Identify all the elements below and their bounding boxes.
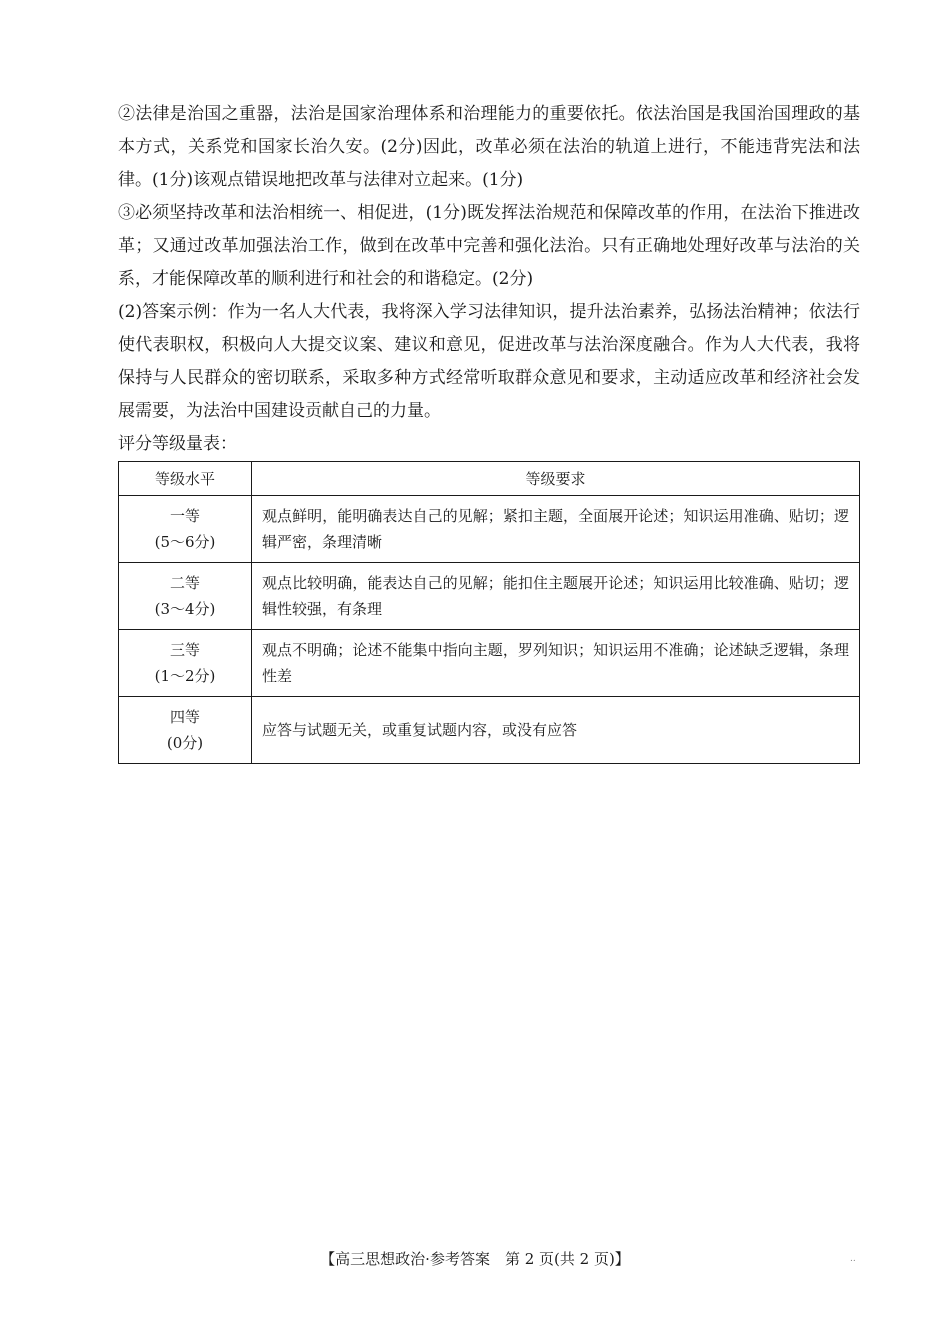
level-cell	[119, 697, 252, 764]
level-name: 二等	[169, 574, 200, 592]
answer-paragraph-3: ③必须坚持改革和法治相统一、相促进，(1分)既发挥法治规范和保障改革的作用，在法治下推进改革；又通过改革加强法治工作，做到在改革中完善和强化法治。只有正确地处理好改革与法治的关系，才能保障改革的顺利进行和社会的和谐稳定。(2分)	[118, 203, 860, 289]
level-score: (0分)	[166, 734, 204, 752]
header-requirement: 等级要求	[252, 462, 860, 496]
requirement-cell: 观点不明确；论述不能集中指向主题，罗列知识；知识运用不准确；论述缺乏逻辑，条理性差	[252, 630, 860, 697]
requirement-cell: 应答与试题无关，或重复试题内容，或没有应答	[252, 697, 860, 764]
table-row	[119, 697, 860, 764]
level-name: 三等	[169, 641, 200, 659]
footer-mark: ..	[850, 1254, 856, 1264]
table-title: 评分等级量表：	[118, 434, 237, 454]
header-level: 等级水平	[119, 462, 252, 496]
page-footer	[0, 1248, 950, 1269]
grading-table	[118, 461, 860, 764]
level-score: (5～6分)	[154, 533, 216, 551]
level-name: 一等	[169, 507, 200, 525]
table-row	[119, 630, 860, 697]
answer-part-2: (2)答案示例：作为一名人大代表，我将深入学习法律知识，提升法治素养，弘扬法治精神；依法行使代表职权，积极向人大提交议案、建议和意见，促进改革与法治深度融合。作为人大代表，我将保持与人民群众的密切联系，采取多种方式经常听取群众意见和要求，主动适应改革和经济社会发展需要，为法治中国建设贡献自己的力量。	[118, 302, 860, 421]
requirement-cell: 观点比较明确，能表达自己的见解；能扣住主题展开论述；知识运用比较准确、贴切；逻辑性较强，有条理	[252, 563, 860, 630]
answer-paragraph-2: ②法律是治国之重器，法治是国家治理体系和治理能力的重要依托。依法治国是我国治国理政的基本方式，关系党和国家长治久安。(2分)因此，改革必须在法治的轨道上进行，不能违背宪法和法律。(1分)该观点错误地把改革与法律对立起来。(1分)	[118, 104, 860, 190]
footer-text: 【高三思想政治·参考答案 第 2 页(共 2 页)】	[320, 1250, 630, 1268]
level-cell	[119, 496, 252, 563]
table-header-row	[119, 462, 860, 496]
level-score: (1～2分)	[154, 667, 216, 685]
answer-content	[118, 98, 860, 764]
level-cell	[119, 630, 252, 697]
level-score: (3～4分)	[154, 600, 216, 618]
level-name: 四等	[169, 708, 200, 726]
level-cell	[119, 563, 252, 630]
requirement-cell: 观点鲜明，能明确表达自己的见解；紧扣主题，全面展开论述；知识运用准确、贴切；逻辑严密，条理清晰	[252, 496, 860, 563]
table-row	[119, 496, 860, 563]
table-row	[119, 563, 860, 630]
